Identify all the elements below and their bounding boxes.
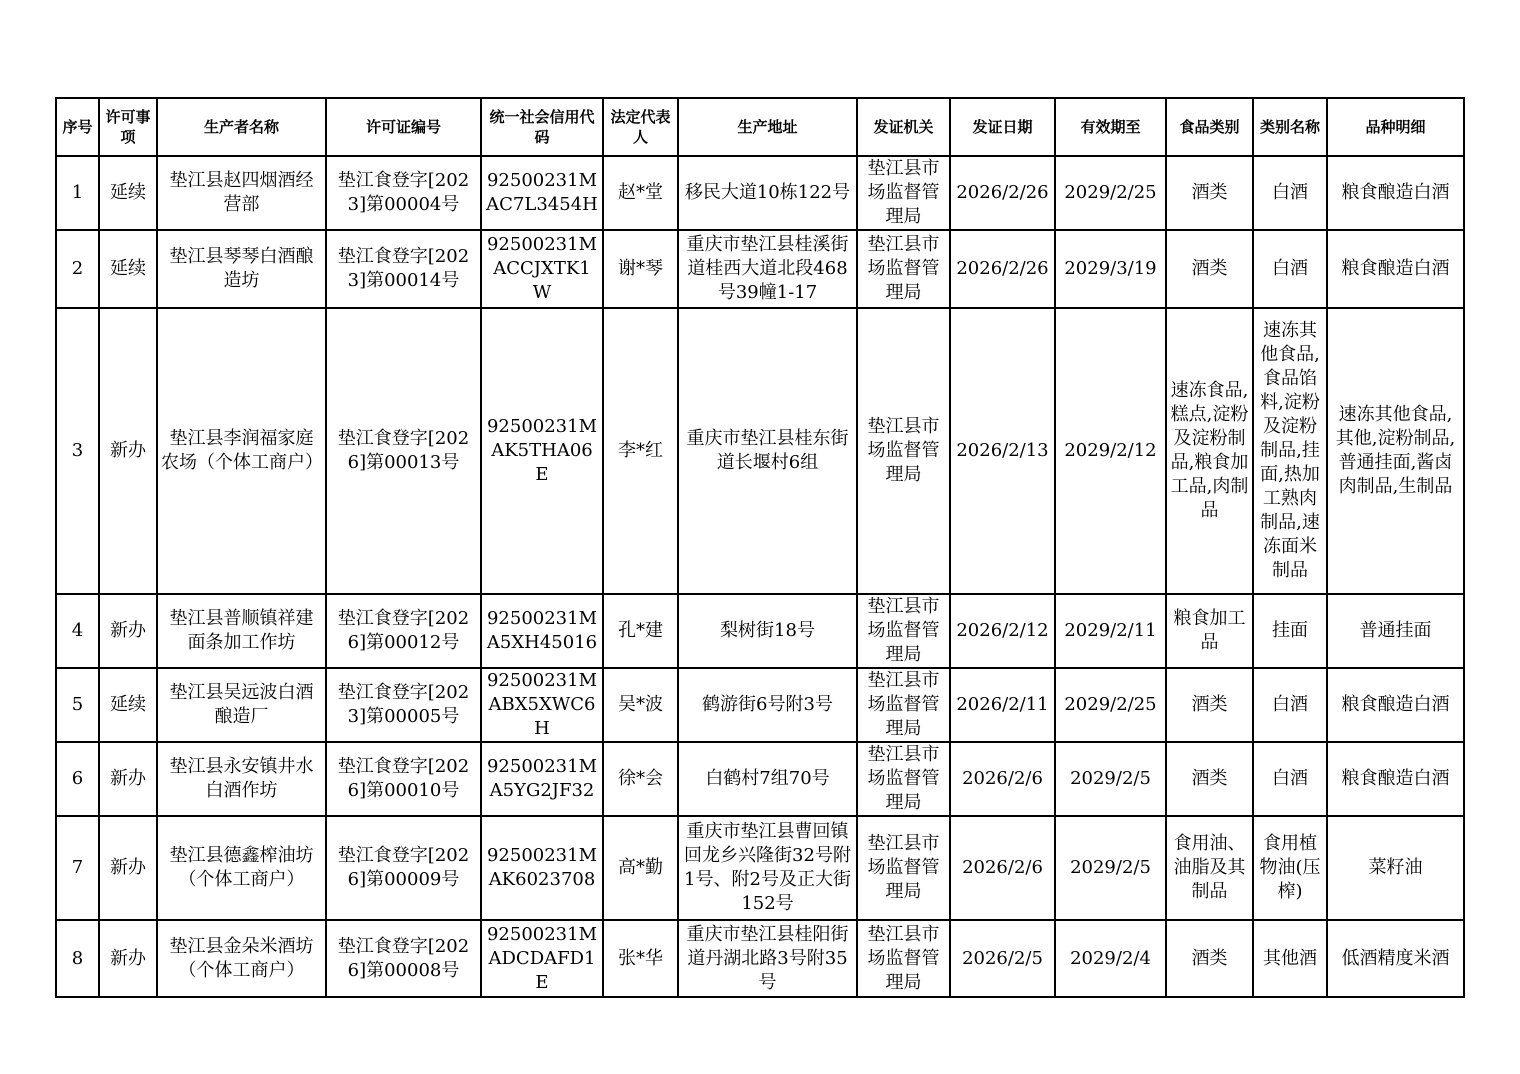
cell-detail: 低酒精度米酒 (1327, 920, 1464, 997)
cell-valid-until: 2029/2/25 (1055, 156, 1166, 230)
header-detail: 品种明细 (1327, 98, 1464, 156)
cell-address: 白鹤村7组70号 (678, 742, 857, 816)
cell-valid-until: 2029/2/5 (1055, 816, 1166, 920)
cell-category: 白酒 (1253, 156, 1327, 230)
cell-legal-rep: 孔*建 (603, 594, 678, 668)
header-address: 生产地址 (678, 98, 857, 156)
cell-address: 重庆市垫江县桂东街道长堰村6组 (678, 308, 857, 594)
cell-legal-rep: 赵*堂 (603, 156, 678, 230)
cell-issue-date: 2026/2/11 (950, 668, 1055, 742)
header-valid-until: 有效期至 (1055, 98, 1166, 156)
header-license: 许可证编号 (326, 98, 481, 156)
header-legal-rep: 法定代表人 (603, 98, 678, 156)
cell-valid-until: 2029/2/25 (1055, 668, 1166, 742)
cell-issuer: 垫江县市场监督管理局 (857, 816, 950, 920)
cell-category: 白酒 (1253, 230, 1327, 308)
cell-category: 食用植物油(压榨) (1253, 816, 1327, 920)
cell-credit-code: 92500231MA5YG2JF32 (481, 742, 603, 816)
cell-category: 白酒 (1253, 668, 1327, 742)
cell-credit-code: 92500231MAC7L3454H (481, 156, 603, 230)
cell-license: 垫江食登字[2026]第00010号 (326, 742, 481, 816)
cell-no: 8 (56, 920, 99, 997)
cell-food-type: 酒类 (1166, 920, 1253, 997)
cell-item: 延续 (99, 230, 157, 308)
cell-issue-date: 2026/2/5 (950, 920, 1055, 997)
cell-license: 垫江食登字[2026]第00009号 (326, 816, 481, 920)
cell-category: 其他酒 (1253, 920, 1327, 997)
cell-no: 6 (56, 742, 99, 816)
cell-valid-until: 2029/3/19 (1055, 230, 1166, 308)
cell-legal-rep: 李*红 (603, 308, 678, 594)
cell-license: 垫江食登字[2026]第00012号 (326, 594, 481, 668)
cell-valid-until: 2029/2/12 (1055, 308, 1166, 594)
cell-detail: 普通挂面 (1327, 594, 1464, 668)
cell-license: 垫江食登字[2023]第00004号 (326, 156, 481, 230)
cell-producer: 垫江县李润福家庭农场（个体工商户） (157, 308, 326, 594)
table-row (56, 156, 1464, 230)
table-row (56, 668, 1464, 742)
cell-address: 重庆市垫江县桂阳街道丹湖北路3号附35号 (678, 920, 857, 997)
cell-producer: 垫江县琴琴白酒酿造坊 (157, 230, 326, 308)
permit-table (55, 97, 1465, 998)
cell-no: 3 (56, 308, 99, 594)
header-producer: 生产者名称 (157, 98, 326, 156)
table-row (56, 742, 1464, 816)
table-row (56, 230, 1464, 308)
cell-producer: 垫江县德鑫榨油坊（个体工商户） (157, 816, 326, 920)
cell-food-type: 酒类 (1166, 668, 1253, 742)
cell-valid-until: 2029/2/11 (1055, 594, 1166, 668)
cell-license: 垫江食登字[2026]第00008号 (326, 920, 481, 997)
cell-food-type: 食用油、油脂及其制品 (1166, 816, 1253, 920)
cell-detail: 粮食酿造白酒 (1327, 230, 1464, 308)
header-credit-code: 统一社会信用代码 (481, 98, 603, 156)
cell-credit-code: 92500231MABX5XWC6H (481, 668, 603, 742)
header-food-type: 食品类别 (1166, 98, 1253, 156)
cell-category: 速冻其他食品,食品馅料,淀粉及淀粉制品,挂面,热加工熟肉制品,速冻面米制品 (1253, 308, 1327, 594)
cell-credit-code: 92500231MA5XH45016 (481, 594, 603, 668)
cell-issue-date: 2026/2/26 (950, 230, 1055, 308)
cell-legal-rep: 徐*会 (603, 742, 678, 816)
cell-legal-rep: 高*勤 (603, 816, 678, 920)
cell-detail: 粮食酿造白酒 (1327, 742, 1464, 816)
header-issue-date: 发证日期 (950, 98, 1055, 156)
cell-credit-code: 92500231MADCDAFD1E (481, 920, 603, 997)
cell-food-type: 酒类 (1166, 230, 1253, 308)
cell-legal-rep: 吴*波 (603, 668, 678, 742)
cell-issue-date: 2026/2/13 (950, 308, 1055, 594)
header-no: 序号 (56, 98, 99, 156)
table-row (56, 920, 1464, 997)
cell-issuer: 垫江县市场监督管理局 (857, 742, 950, 816)
header-item: 许可事项 (99, 98, 157, 156)
header-category: 类别名称 (1253, 98, 1327, 156)
cell-producer: 垫江县吴远波白酒酿造厂 (157, 668, 326, 742)
cell-item: 新办 (99, 920, 157, 997)
cell-issuer: 垫江县市场监督管理局 (857, 308, 950, 594)
cell-valid-until: 2029/2/4 (1055, 920, 1166, 997)
cell-no: 5 (56, 668, 99, 742)
header-row (56, 98, 1464, 156)
table-row (56, 594, 1464, 668)
cell-issuer: 垫江县市场监督管理局 (857, 230, 950, 308)
cell-item: 新办 (99, 816, 157, 920)
cell-issue-date: 2026/2/6 (950, 742, 1055, 816)
table-row (56, 816, 1464, 920)
cell-issue-date: 2026/2/12 (950, 594, 1055, 668)
cell-food-type: 速冻食品,糕点,淀粉及淀粉制品,粮食加工品,肉制品 (1166, 308, 1253, 594)
cell-issuer: 垫江县市场监督管理局 (857, 920, 950, 997)
cell-item: 新办 (99, 308, 157, 594)
cell-food-type: 酒类 (1166, 156, 1253, 230)
cell-no: 7 (56, 816, 99, 920)
header-issuer: 发证机关 (857, 98, 950, 156)
cell-item: 延续 (99, 156, 157, 230)
cell-issuer: 垫江县市场监督管理局 (857, 668, 950, 742)
cell-credit-code: 92500231MAK6023708 (481, 816, 603, 920)
cell-producer: 垫江县赵四烟酒经营部 (157, 156, 326, 230)
cell-credit-code: 92500231MAK5THA06E (481, 308, 603, 594)
cell-valid-until: 2029/2/5 (1055, 742, 1166, 816)
cell-issue-date: 2026/2/26 (950, 156, 1055, 230)
cell-credit-code: 92500231MACCJXTK1W (481, 230, 603, 308)
cell-item: 新办 (99, 742, 157, 816)
cell-no: 1 (56, 156, 99, 230)
cell-address: 重庆市垫江县桂溪街道桂西大道北段468号39幢1-17 (678, 230, 857, 308)
cell-producer: 垫江县普顺镇祥建面条加工作坊 (157, 594, 326, 668)
cell-no: 4 (56, 594, 99, 668)
cell-detail: 菜籽油 (1327, 816, 1464, 920)
cell-detail: 速冻其他食品,其他,淀粉制品,普通挂面,酱卤肉制品,生制品 (1327, 308, 1464, 594)
cell-address: 鹤游街6号附3号 (678, 668, 857, 742)
table-row (56, 308, 1464, 594)
cell-legal-rep: 张*华 (603, 920, 678, 997)
cell-legal-rep: 谢*琴 (603, 230, 678, 308)
cell-issuer: 垫江县市场监督管理局 (857, 156, 950, 230)
cell-address: 重庆市垫江县曹回镇回龙乡兴隆街32号附1号、附2号及正大街152号 (678, 816, 857, 920)
cell-item: 新办 (99, 594, 157, 668)
cell-category: 白酒 (1253, 742, 1327, 816)
cell-detail: 粮食酿造白酒 (1327, 156, 1464, 230)
cell-producer: 垫江县永安镇井水白酒作坊 (157, 742, 326, 816)
cell-license: 垫江食登字[2023]第00005号 (326, 668, 481, 742)
cell-food-type: 粮食加工品 (1166, 594, 1253, 668)
cell-license: 垫江食登字[2023]第00014号 (326, 230, 481, 308)
cell-detail: 粮食酿造白酒 (1327, 668, 1464, 742)
cell-no: 2 (56, 230, 99, 308)
cell-food-type: 酒类 (1166, 742, 1253, 816)
cell-address: 移民大道10栋122号 (678, 156, 857, 230)
cell-category: 挂面 (1253, 594, 1327, 668)
cell-license: 垫江食登字[2026]第00013号 (326, 308, 481, 594)
cell-issue-date: 2026/2/6 (950, 816, 1055, 920)
cell-issuer: 垫江县市场监督管理局 (857, 594, 950, 668)
cell-address: 梨树街18号 (678, 594, 857, 668)
cell-producer: 垫江县金朵米酒坊（个体工商户） (157, 920, 326, 997)
cell-item: 延续 (99, 668, 157, 742)
